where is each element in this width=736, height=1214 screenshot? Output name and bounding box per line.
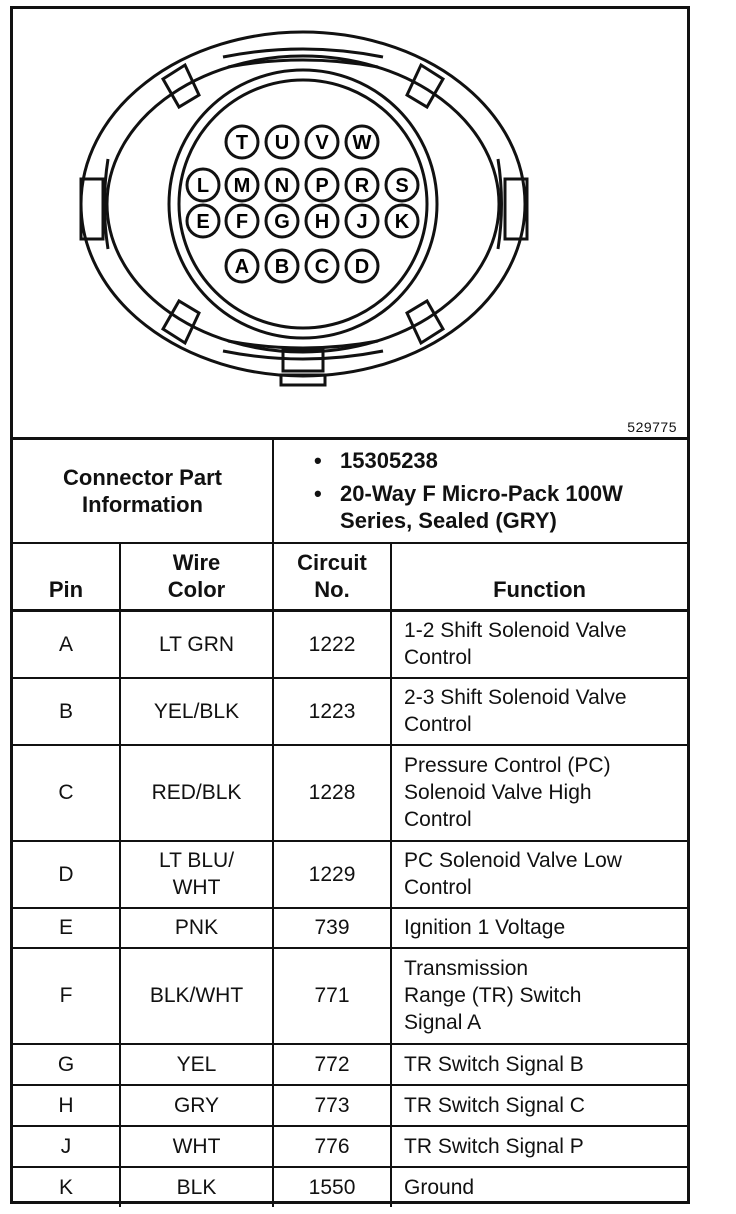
pin-cell: A [13, 611, 120, 678]
column-header-circuit [273, 543, 391, 611]
pin-label: L [196, 175, 210, 197]
part-description-item [314, 480, 687, 534]
pin-label: A [234, 256, 250, 278]
pin-cavity-p [306, 169, 338, 201]
pin-label: H [314, 211, 330, 233]
part-info-label-line2: Information [82, 491, 203, 517]
wire-color-cell [120, 1085, 273, 1126]
circuit-cell: 773 [273, 1085, 391, 1126]
pin-label: V [315, 132, 329, 154]
table-row [13, 908, 687, 948]
wire-color-cell [120, 1167, 273, 1207]
pin-label: S [395, 175, 409, 197]
circuit-cell: 771 [273, 948, 391, 1044]
pin-cavity-w [346, 126, 378, 158]
function-cell [391, 908, 687, 948]
function-line: 2-3 Shift Solenoid Valve [404, 686, 627, 709]
wire-header-line1: Wire [172, 550, 221, 575]
table-row [13, 1167, 687, 1207]
table-row [13, 678, 687, 745]
part-description-line2: Series, Sealed (GRY) [340, 508, 557, 534]
pin-label: C [314, 256, 330, 278]
table-row [13, 1085, 687, 1126]
circuit-header-line1: Circuit [297, 550, 367, 575]
pin-cavity-j [346, 205, 378, 237]
part-number-item [314, 447, 687, 474]
wire-color-cell [120, 841, 273, 908]
function-line: Range (TR) Switch [404, 984, 582, 1007]
pin-cavity-t [226, 126, 258, 158]
table-row [13, 1044, 687, 1085]
circuit-cell: 776 [273, 1126, 391, 1167]
function-line: Ground [404, 1175, 475, 1199]
pin-cavity-c [306, 250, 338, 282]
table-row [13, 1126, 687, 1167]
pin-cell: F [13, 948, 120, 1044]
pin-label: R [354, 175, 370, 197]
wire-header-line2: Color [167, 577, 226, 602]
function-line: PC Solenoid Valve Low [404, 849, 622, 872]
circuit-cell: 1228 [273, 745, 391, 841]
part-description-line1: 20-Way F Micro-Pack 100W [340, 481, 623, 507]
function-line: Control [404, 876, 472, 899]
wire-color-cell [120, 948, 273, 1044]
function-cell [391, 678, 687, 745]
pin-cavity-l [187, 169, 219, 201]
wire-color-line: WHT [172, 1134, 221, 1158]
function-line: Pressure Control (PC) [404, 754, 611, 777]
pin-cavity-b [266, 250, 298, 282]
function-cell [391, 948, 687, 1044]
pin-cell: J [13, 1126, 120, 1167]
wire-color-cell [120, 611, 273, 678]
function-cell [391, 841, 687, 908]
function-line: Signal A [404, 1011, 482, 1034]
column-header-pin: Pin [13, 543, 120, 611]
wire-color-cell [120, 1044, 273, 1085]
circuit-cell: 1229 [273, 841, 391, 908]
wire-color-line: GRY [173, 1093, 220, 1117]
pin-label: D [354, 256, 370, 278]
column-header-row [13, 543, 687, 611]
wire-color-cell [120, 745, 273, 841]
connector-document [10, 6, 690, 1204]
wire-color-cell [120, 908, 273, 948]
bullet-icon: • [314, 448, 322, 474]
wire-color-line: WHT [172, 876, 221, 899]
function-line: TR Switch Signal C [404, 1093, 585, 1117]
circuit-cell: 1222 [273, 611, 391, 678]
wire-color-line: RED/BLK [151, 781, 242, 804]
function-line: Transmission [404, 957, 529, 980]
function-cell [391, 1044, 687, 1085]
wire-color-cell [120, 678, 273, 745]
pin-cavity-r [346, 169, 378, 201]
pin-cavity-e [187, 205, 219, 237]
pin-cell: E [13, 908, 120, 948]
pin-label: K [394, 211, 410, 233]
pin-rows [13, 611, 687, 1207]
pin-cavity-n [266, 169, 298, 201]
bullet-icon: • [314, 481, 322, 507]
circuit-cell: 772 [273, 1044, 391, 1085]
part-info-details [273, 439, 687, 543]
wire-color-line: LT GRN [158, 632, 235, 656]
pin-label: G [274, 211, 290, 233]
wire-color-line: BLK/WHT [149, 984, 244, 1007]
part-number: 15305238 [340, 448, 438, 474]
circuit-cell: 1550 [273, 1167, 391, 1207]
pin-cell: D [13, 841, 120, 908]
table-row [13, 745, 687, 841]
pin-cavity-v [306, 126, 338, 158]
pin-cell: H [13, 1085, 120, 1126]
pin-label: N [274, 175, 290, 197]
function-cell [391, 1085, 687, 1126]
part-info-label-line1: Connector Part [63, 464, 222, 490]
function-line: 1-2 Shift Solenoid Valve [404, 619, 627, 643]
function-line: Control [404, 713, 472, 736]
function-cell [391, 745, 687, 841]
table-row [13, 948, 687, 1044]
function-line: TR Switch Signal B [404, 1052, 584, 1076]
pin-label: U [274, 132, 290, 154]
function-cell [391, 611, 687, 678]
figure-id: 529775 [627, 419, 677, 435]
pin-cavity-d [346, 250, 378, 282]
part-info-label [13, 439, 273, 543]
pin-cavity-m [226, 169, 258, 201]
circuit-header-line2: No. [314, 577, 350, 602]
pin-cavity-u [266, 126, 298, 158]
connector-drawing [13, 9, 687, 437]
pin-label: M [233, 175, 251, 197]
pin-cavity-f [226, 205, 258, 237]
function-line: Ignition 1 Voltage [404, 916, 566, 939]
wire-color-line: PNK [174, 916, 219, 939]
pin-cell: K [13, 1167, 120, 1207]
pin-label: B [274, 256, 290, 278]
wire-color-line: YEL [176, 1052, 217, 1076]
wire-color-line: YEL/BLK [153, 699, 240, 723]
pin-label: W [352, 132, 372, 154]
pin-cell: B [13, 678, 120, 745]
pin-label: E [196, 211, 210, 233]
circuit-cell: 739 [273, 908, 391, 948]
function-line: Control [404, 646, 472, 670]
pin-label: P [315, 175, 329, 197]
pin-cavity-g [266, 205, 298, 237]
pin-cavity-a [226, 250, 258, 282]
connector-face-diagram [13, 9, 687, 437]
function-line: Control [404, 808, 472, 831]
pin-cavity-s [386, 169, 418, 201]
pin-cell: G [13, 1044, 120, 1085]
wire-color-line: LT BLU/ [158, 849, 235, 872]
table-row [13, 841, 687, 908]
wire-color-cell [120, 1126, 273, 1167]
function-line: Solenoid Valve High [404, 781, 592, 804]
pin-label: J [356, 211, 368, 233]
pin-label: F [235, 211, 249, 233]
pin-cavity-k [386, 205, 418, 237]
circuit-cell: 1223 [273, 678, 391, 745]
column-header-wire-color [120, 543, 273, 611]
table-row [13, 611, 687, 678]
wire-color-line: BLK [176, 1175, 217, 1199]
function-cell [391, 1126, 687, 1167]
function-cell [391, 1167, 687, 1207]
connector-pinout-table [13, 437, 687, 1207]
pin-cavity-h [306, 205, 338, 237]
pin-label: T [235, 132, 249, 154]
function-line: TR Switch Signal P [404, 1134, 584, 1158]
pin-cell: C [13, 745, 120, 841]
part-info-row [13, 439, 687, 543]
column-header-function: Function [391, 543, 687, 611]
